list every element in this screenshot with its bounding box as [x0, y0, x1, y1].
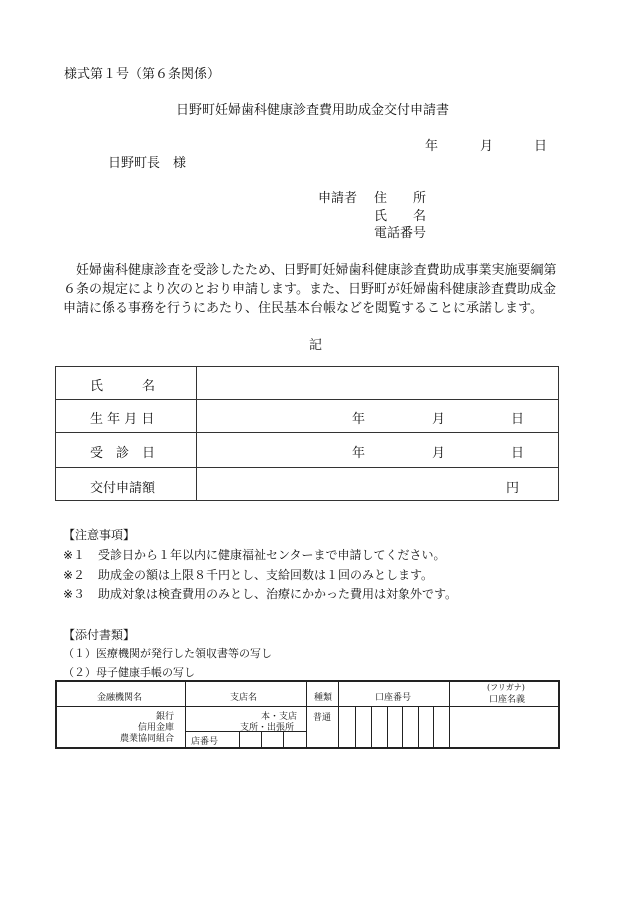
inst-type-credit-union: 信用金庫 — [137, 723, 174, 733]
dob-label: 生 年 月 日 — [90, 412, 155, 427]
bank-col-holder-furigana: (フリガナ) — [487, 683, 525, 692]
applicant-label: 申請者 — [318, 191, 358, 206]
bank-col-account: 口座番号 — [375, 693, 412, 703]
bank-digit-divider — [418, 706, 419, 747]
branch-type-sub: 支所・出張所 — [240, 723, 295, 733]
ki-marker: 記 — [309, 338, 323, 353]
dob-month: 月 — [432, 412, 446, 427]
note-text-2: 助成金の額は上限８千円とし、支給回数は１回のみとします。 — [98, 568, 434, 582]
applicant-address-label: 住 所 — [374, 191, 427, 206]
note-text-1: 受診日から１年以内に健康福祉センターまで申請してください。 — [98, 548, 446, 562]
exam-day: 日 — [511, 446, 525, 461]
bank-col-type: 種類 — [314, 693, 333, 703]
exam-date-label: 受 診 日 — [90, 446, 156, 461]
inst-type-bank: 銀行 — [155, 712, 174, 722]
amount-label: 交付申請額 — [90, 481, 156, 496]
bank-divider — [185, 682, 186, 747]
body-text-line-3: 申請に係る事務を行うにあたり、住民基本台帳などを閲覧することに承諾します。 — [63, 301, 543, 316]
date-day: 日 — [534, 139, 548, 154]
applicant-name-label: 氏 名 — [374, 209, 427, 224]
inst-type-agri-coop: 農業協同組合 — [119, 734, 174, 744]
attachments-heading: 【添付書類】 — [63, 628, 136, 642]
bank-col-branch: 支店名 — [230, 693, 258, 703]
note-mark-1: ※１ — [63, 548, 86, 562]
branch-digit-divider — [261, 731, 262, 747]
note-mark-3: ※３ — [63, 587, 86, 601]
bank-digit-divider — [402, 706, 403, 747]
amount-yen: 円 — [506, 481, 520, 496]
bank-col-holder: 口座名義 — [489, 695, 526, 705]
application-table — [55, 366, 559, 501]
bank-col-institution: 金融機関名 — [97, 693, 143, 703]
bank-divider — [306, 682, 307, 747]
applicant-phone-label: 電話番号 — [374, 226, 427, 241]
branch-type-main: 本・支店 — [261, 712, 298, 722]
table-row-border — [56, 399, 558, 400]
dob-year: 年 — [352, 412, 366, 427]
dob-day: 日 — [511, 412, 525, 427]
attachment-item-1: （１）医療機関が発行した領収書等の写し — [63, 647, 272, 660]
date-month: 月 — [480, 139, 494, 154]
body-text-line-2: ６条の規定により次のとおり申請します。また、日野町が妊婦歯科健康診査費助成金 — [63, 282, 556, 297]
table-row-border — [56, 467, 558, 468]
bank-divider — [449, 682, 450, 747]
page-title: 日野町妊婦歯科健康診査費用助成金交付申請書 — [176, 103, 450, 118]
notes-heading: 【注意事項】 — [63, 528, 136, 542]
date-year: 年 — [425, 139, 439, 154]
bank-account-table — [55, 680, 560, 749]
account-type: 普通 — [313, 713, 332, 723]
table-row-border — [56, 432, 558, 433]
exam-month: 月 — [432, 446, 446, 461]
bank-digit-divider — [433, 706, 434, 747]
exam-year: 年 — [352, 446, 366, 461]
form-number: 様式第１号（第６条関係） — [64, 67, 221, 82]
body-text-line-1: 妊婦歯科健康診査を受診したため、日野町妊婦歯科健康診査費助成事業実施要綱第 — [76, 263, 557, 278]
branch-digit-divider — [239, 731, 240, 747]
addressee: 日野町長 様 — [108, 156, 187, 171]
branch-digit-divider — [283, 731, 284, 747]
bank-header-border — [57, 706, 558, 707]
bank-digit-divider — [355, 706, 356, 747]
bank-digit-divider — [371, 706, 372, 747]
note-text-3: 助成対象は検査費用のみとし、治療にかかった費用は対象外です。 — [98, 587, 458, 601]
table-divider — [196, 367, 197, 500]
name-label: 氏 名 — [90, 379, 156, 394]
note-mark-2: ※２ — [63, 568, 86, 582]
bank-divider — [338, 682, 339, 747]
branch-number-label: 店番号 — [191, 737, 219, 747]
attachment-item-2: （２）母子健康手帳の写し — [63, 666, 195, 679]
bank-digit-divider — [387, 706, 388, 747]
